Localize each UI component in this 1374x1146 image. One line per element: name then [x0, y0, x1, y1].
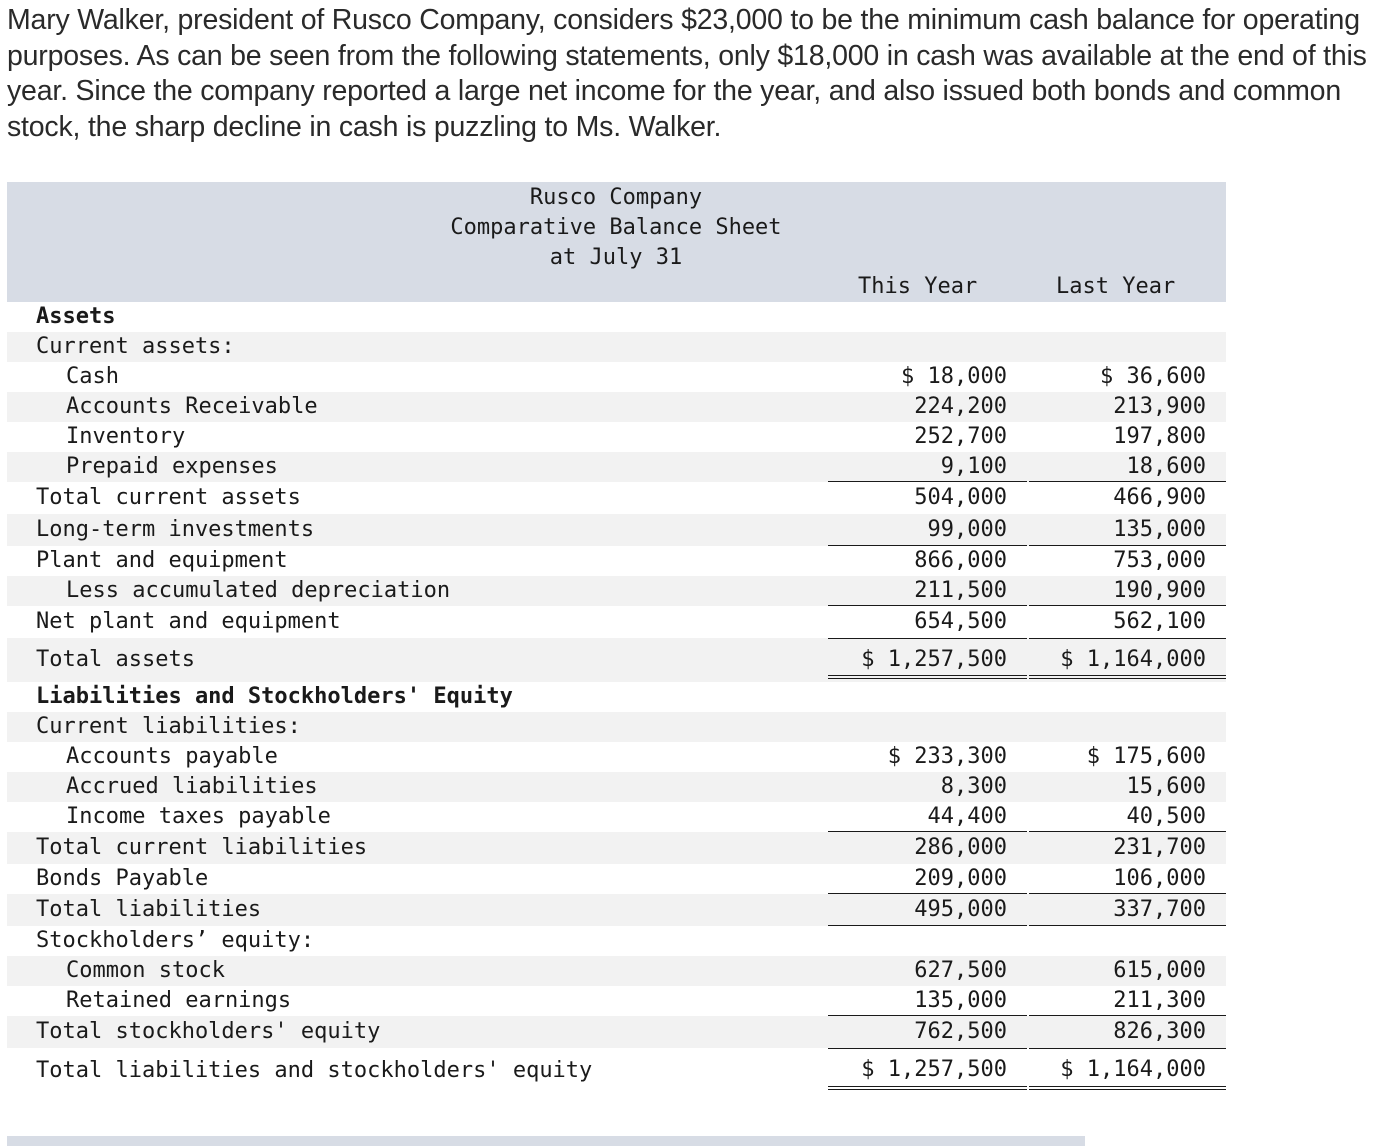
last-year-value: 135,000	[1029, 514, 1226, 546]
row-label: Long-term investments	[36, 517, 315, 542]
table-row	[7, 514, 1226, 546]
row-label: Total liabilities and stockholders' equity	[36, 1058, 593, 1083]
statement-date: at July 31	[549, 245, 683, 270]
row-label: Total current liabilities	[36, 835, 368, 860]
table-row	[7, 956, 1226, 986]
this-year-value: 209,000	[828, 864, 1027, 894]
this-year-value: $ 1,257,500	[828, 638, 1027, 679]
table-header	[7, 182, 1226, 302]
table-row	[7, 422, 1226, 452]
table-row	[7, 482, 1226, 514]
table-row	[7, 682, 1226, 712]
row-label: Accounts payable	[66, 744, 278, 769]
table-row	[7, 392, 1226, 422]
row-label: Common stock	[66, 958, 225, 983]
row-label: Net plant and equipment	[36, 609, 341, 634]
row-label: Total liabilities	[36, 897, 262, 922]
this-year-value: 224,200	[914, 394, 1007, 419]
table-row	[7, 546, 1226, 576]
last-year-value: $ 1,164,000	[1029, 638, 1226, 679]
this-year-value: 495,000	[828, 894, 1027, 926]
row-label: Total current assets	[36, 485, 301, 510]
this-year-value: $ 1,257,500	[828, 1048, 1027, 1090]
this-year-value: 252,700	[914, 424, 1007, 449]
last-year-value: 197,800	[1113, 424, 1206, 449]
row-label: Total stockholders' equity	[36, 1019, 381, 1044]
statement-title: Comparative Balance Sheet	[450, 215, 782, 240]
this-year-value: 286,000	[914, 835, 1007, 860]
last-year-value: $ 1,164,000	[1029, 1048, 1226, 1090]
table-row	[7, 638, 1226, 682]
row-label: Cash	[66, 364, 119, 389]
row-label: Accrued liabilities	[66, 774, 318, 799]
this-year-value: 9,100	[828, 452, 1027, 482]
company-name: Rusco Company	[529, 185, 703, 210]
balance-sheet-table	[7, 182, 1226, 1094]
this-year-value: 504,000	[914, 485, 1007, 510]
row-label: Current liabilities:	[36, 714, 301, 739]
row-label: Prepaid expenses	[66, 454, 278, 479]
this-year-value: $ 18,000	[901, 364, 1007, 389]
table-row	[7, 864, 1226, 894]
this-year-value: 654,500	[914, 609, 1007, 634]
table-row	[7, 1016, 1226, 1048]
row-label: Stockholders’ equity:	[36, 928, 315, 953]
table-row	[7, 802, 1226, 832]
last-year-value: 40,500	[1029, 802, 1226, 832]
last-year-value: 337,700	[1029, 894, 1226, 926]
column-header-this-year: This Year	[858, 274, 978, 299]
last-year-value: 211,300	[1029, 986, 1226, 1016]
next-table-header-strip	[7, 1136, 1085, 1146]
table-row	[7, 452, 1226, 482]
table-row	[7, 332, 1226, 362]
last-year-value: 106,000	[1029, 864, 1226, 894]
table-row	[7, 302, 1226, 332]
row-label: Current assets:	[36, 334, 235, 359]
last-year-value: 190,900	[1029, 576, 1226, 606]
last-year-value: 213,900	[1113, 394, 1206, 419]
column-header-last-year: Last Year	[1056, 274, 1176, 299]
this-year-value: 866,000	[914, 548, 1007, 573]
last-year-value: 466,900	[1113, 485, 1206, 510]
last-year-value: 15,600	[1126, 774, 1206, 799]
last-year-value: 826,300	[1113, 1019, 1206, 1044]
row-label: Plant and equipment	[36, 548, 288, 573]
table-row	[7, 606, 1226, 638]
this-year-value: 211,500	[828, 576, 1027, 606]
last-year-value: 562,100	[1113, 609, 1206, 634]
this-year-value: 8,300	[940, 774, 1007, 799]
table-row	[7, 926, 1226, 956]
table-row	[7, 1048, 1226, 1094]
this-year-value: $ 233,300	[887, 744, 1007, 769]
table-row	[7, 986, 1226, 1016]
intro-paragraph: Mary Walker, president of Rusco Company, considers $23,000 to be the minimum cash balance for operating purposes. As can be seen from the following statements, only $18,000 in cash was available at the end of this year. Since the company reported a large net income for the year, and also issued both bonds and common stock, the sharp decline in cash is puzzling to Ms. Walker.	[7, 4, 1367, 143]
table-row	[7, 362, 1226, 392]
row-label: Bonds Payable	[36, 866, 209, 891]
row-label: Less accumulated depreciation	[66, 578, 451, 603]
this-year-value: 627,500	[914, 958, 1007, 983]
table-row	[7, 742, 1226, 772]
table-row	[7, 712, 1226, 742]
table-row	[7, 576, 1226, 606]
row-label: Inventory	[66, 424, 186, 449]
last-year-value: 615,000	[1113, 958, 1206, 983]
section-heading-assets: Assets	[36, 304, 116, 329]
row-label: Accounts Receivable	[66, 394, 318, 419]
this-year-value: 135,000	[828, 986, 1027, 1016]
this-year-value: 99,000	[828, 514, 1027, 546]
last-year-value: $ 36,600	[1100, 364, 1206, 389]
table-row	[7, 772, 1226, 802]
this-year-value: 762,500	[914, 1019, 1007, 1044]
table-row	[7, 832, 1226, 864]
last-year-value: 18,600	[1029, 452, 1226, 482]
last-year-value: $ 175,600	[1086, 744, 1206, 769]
row-label: Total assets	[36, 647, 195, 672]
this-year-value: 44,400	[828, 802, 1027, 832]
row-label: Retained earnings	[66, 988, 292, 1013]
section-heading-liabilities: Liabilities and Stockholders' Equity	[36, 684, 513, 709]
row-label: Income taxes payable	[66, 804, 331, 829]
last-year-value: 753,000	[1113, 548, 1206, 573]
last-year-value: 231,700	[1113, 835, 1206, 860]
table-row	[7, 894, 1226, 926]
